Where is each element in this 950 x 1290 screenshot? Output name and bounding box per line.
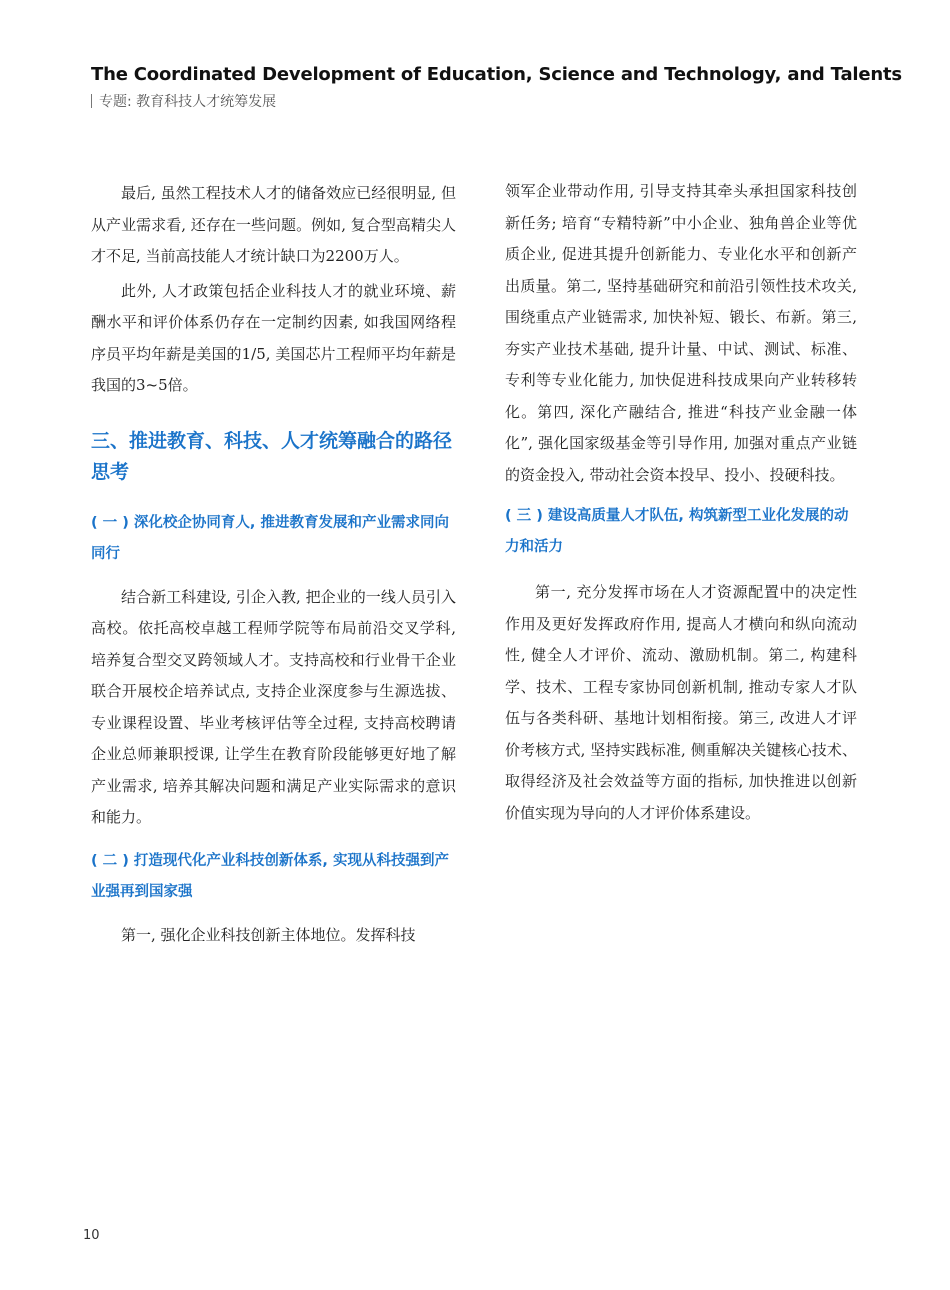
paragraph: 结合新工科建设, 引企入教, 把企业的一线人员引入高校。依托高校卓越工程师学院等布局前沿交叉学科, 培养复合型交叉跨领域人才。支持高校和行业骨干企业联合开展校企培养试点, 支持企业深度参与生源选拔、专业课程设置、毕业考核评估等全过程, 支持高校聘请企业总师兼职授课, 让学生在教育阶段能够更好地了解产业需求, 培养其解决问题和满足产业实际需求的意识和能力。 xyxy=(91,587,456,826)
paragraph: 最后, 虽然工程技术人才的储备效应已经很明显, 但从产业需求看, 还存在一些问题。例如, 复合型高精尖人才不足, 当前高技能人才统计缺口为2200万人。 xyxy=(91,184,456,265)
right-column xyxy=(505,176,857,829)
left-column xyxy=(91,178,456,951)
section-heading: 三、推进教育、科技、人才统筹融合的路径思考 xyxy=(91,429,453,483)
paragraph-continued: 领军企业带动作用, 引导支持其牵头承担国家科技创新任务; 培育“专精特新”中小企业、独角兽企业等优质企业, 促进其提升创新能力、专业化水平和创新产出质量。第二, 坚持基础研究和前沿引领性技术攻关, 围绕重点产业链需求, 加快补短、锻长、布新。第三, 夯实产业技术基础, 提升计量、中试、测试、标准、专利等专业化能力, 加快促进科技成果向产业转移转化。第四, 深化产融结合, 推进“科技产业金融一体化”, 强化国家级基金等引导作用, 加强对重点产业链的资金投入, 带动社会资本投早、投小、投硬科技。 xyxy=(505,182,857,484)
header-title: The Coordinated Development of Education, Science and Technology, and Talents xyxy=(91,64,902,85)
subsection-heading-1: ( 一 ) 深化校企协同育人, 推进教育发展和产业需求同向同行 xyxy=(91,514,449,562)
page-number: 10 xyxy=(83,1228,100,1243)
header-subtitle-text: 专题: 教育科技人才统筹发展 xyxy=(99,94,277,110)
subsection-heading-3: ( 三 ) 建设高质量人才队伍, 构筑新型工业化发展的动力和活力 xyxy=(505,508,849,555)
subtitle-divider xyxy=(91,94,92,108)
header-subtitle xyxy=(91,92,276,112)
paragraph: 此外, 人才政策包括企业科技人才的就业环境、薪酬水平和评价体系仍存在一定制约因素, 如我国网络程序员平均年薪是美国的1/5, 美国芯片工程师平均年薪是我国的3~5倍。 xyxy=(91,281,456,394)
paragraph: 第一, 强化企业科技创新主体地位。发挥科技 xyxy=(121,925,416,944)
paragraph: 第一, 充分发挥市场在人才资源配置中的决定性作用及更好发挥政府作用, 提高人才横向和纵向流动性, 健全人才评价、流动、激励机制。第二, 构建科学、技术、工程专家协同创新机制, 推动专家人才队伍与各类科研、基地计划相衔接。第三, 改进人才评价考核方式, 坚持实践标准, 侧重解决关键核心技术、取得经济及社会效益等方面的指标, 加快推进以创新价值实现为导向的人才评价体系建设。 xyxy=(505,583,857,822)
subsection-heading-2: ( 二 ) 打造现代化产业科技创新体系, 实现从科技强到产业强再到国家强 xyxy=(91,852,449,900)
